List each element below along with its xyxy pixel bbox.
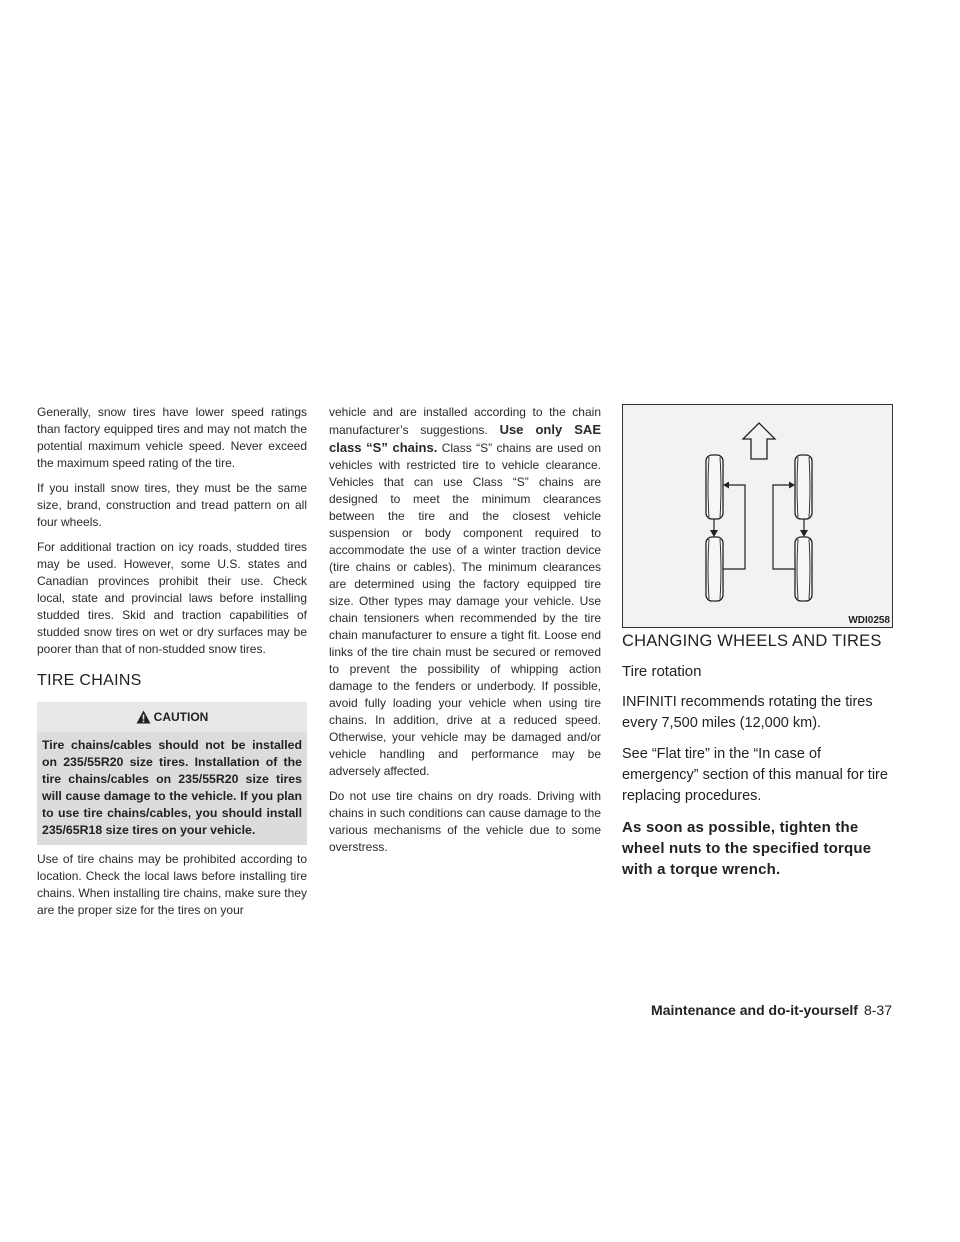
column-middle: [329, 404, 601, 864]
figure-code: WDI0258: [848, 615, 890, 626]
paragraph-torque-warning: As soon as possible, tighten the wheel nuts to the specified torque with a torque wrench.: [622, 819, 872, 878]
caution-box: [37, 702, 307, 845]
caution-header: [37, 702, 307, 732]
paragraph-studded-tires: For additional traction on icy roads, studded tires may be used. However, some U.S. states and Canadian provinces prohibit their use. Check local, state and provincial laws before installing studded tires. Skid and traction capabilities of studded snow tires on wet or dry surfaces may be poorer than that of non-studded snow tires.: [37, 540, 307, 656]
text-class-s-details: Class “S” chains are used on vehicles with restricted tire to vehicle clearance. Vehicles that can use Class “S” chains are designed to meet the minimum clearances between the tire and the closest vehicle suspension or body component required to accommodate the use of a winter traction device (tire chains or cables). The minimum clearances are determined using the factory equipped tire size. Other types may damage your vehicle. Use chain tensioners when recommended by the tire chain manufacturer to ensure a tight fit. Loose end links of the tire chain must be secured or removed to prevent the possibility of whipping action damage to the fenders or underbody. If possible, avoid fully loading your vehicle when using tire chains. In addition, drive at a reduced speed. Otherwise, your vehicle may be damaged and/or vehicle handling and performance may be adversely affected.: [329, 441, 601, 778]
subsection-title-tire-rotation: Tire rotation: [622, 663, 702, 680]
forward-arrow-icon: [743, 423, 775, 459]
warning-triangle-icon: [136, 710, 151, 724]
page-footer: [651, 1002, 892, 1018]
paragraph-snow-tire-speed: Generally, snow tires have lower speed ratings than factory equipped tires and may not match the potential maximum vehicle speed. Never exceed the maximum speed rating of the tire.: [37, 405, 307, 470]
paragraph-chain-installation: [329, 404, 601, 780]
tire-rotation-diagram: [623, 405, 894, 629]
paragraph-snow-tire-size: If you install snow tires, they must be the same size, brand, construction and tread pattern on all four wheels.: [37, 481, 307, 529]
footer-section-name: Maintenance and do-it-yourself: [651, 1002, 858, 1018]
tire-rotation-figure: [622, 404, 893, 628]
column-left: [37, 404, 307, 927]
caution-text: Tire chains/cables should not be installed on 235/55R20 size tires. Installation of the tire chains/cables on 235/55R20 size tires will cause damage to the vehicle. If you plan to use tire chains/cables, you should install 235/65R18 size tires on your vehicle.: [42, 738, 302, 837]
paragraph-flat-tire-reference: See “Flat tire” in the “In case of emergency” section of this manual for tire replacing procedures.: [622, 746, 888, 804]
page-number: 8-37: [863, 1002, 892, 1018]
caution-label: CAUTION: [153, 710, 209, 724]
section-title-changing-wheels: CHANGING WHEELS AND TIRES: [622, 632, 882, 650]
section-title-tire-chains: TIRE CHAINS: [37, 672, 142, 689]
text-sae-class-s: Use only SAE class “S” chains.: [329, 422, 601, 455]
text-chain-suggestions: vehicle and are installed according to the chain manufacturer’s suggestions.: [329, 405, 601, 437]
paragraph-chain-laws: Use of tire chains may be prohibited according to location. Check the local laws before installing tire chains. When installing tire chains, make sure they are the proper size for the tires on your: [37, 852, 307, 917]
paragraph-dry-roads: Do not use tire chains on dry roads. Driving with chains in such conditions can cause damage to the various mechanisms of the vehicle due to some overstress.: [329, 789, 601, 854]
paragraph-rotation-interval: INFINITI recommends rotating the tires every 7,500 miles (12,000 km).: [622, 694, 873, 731]
column-right: [622, 404, 895, 880]
